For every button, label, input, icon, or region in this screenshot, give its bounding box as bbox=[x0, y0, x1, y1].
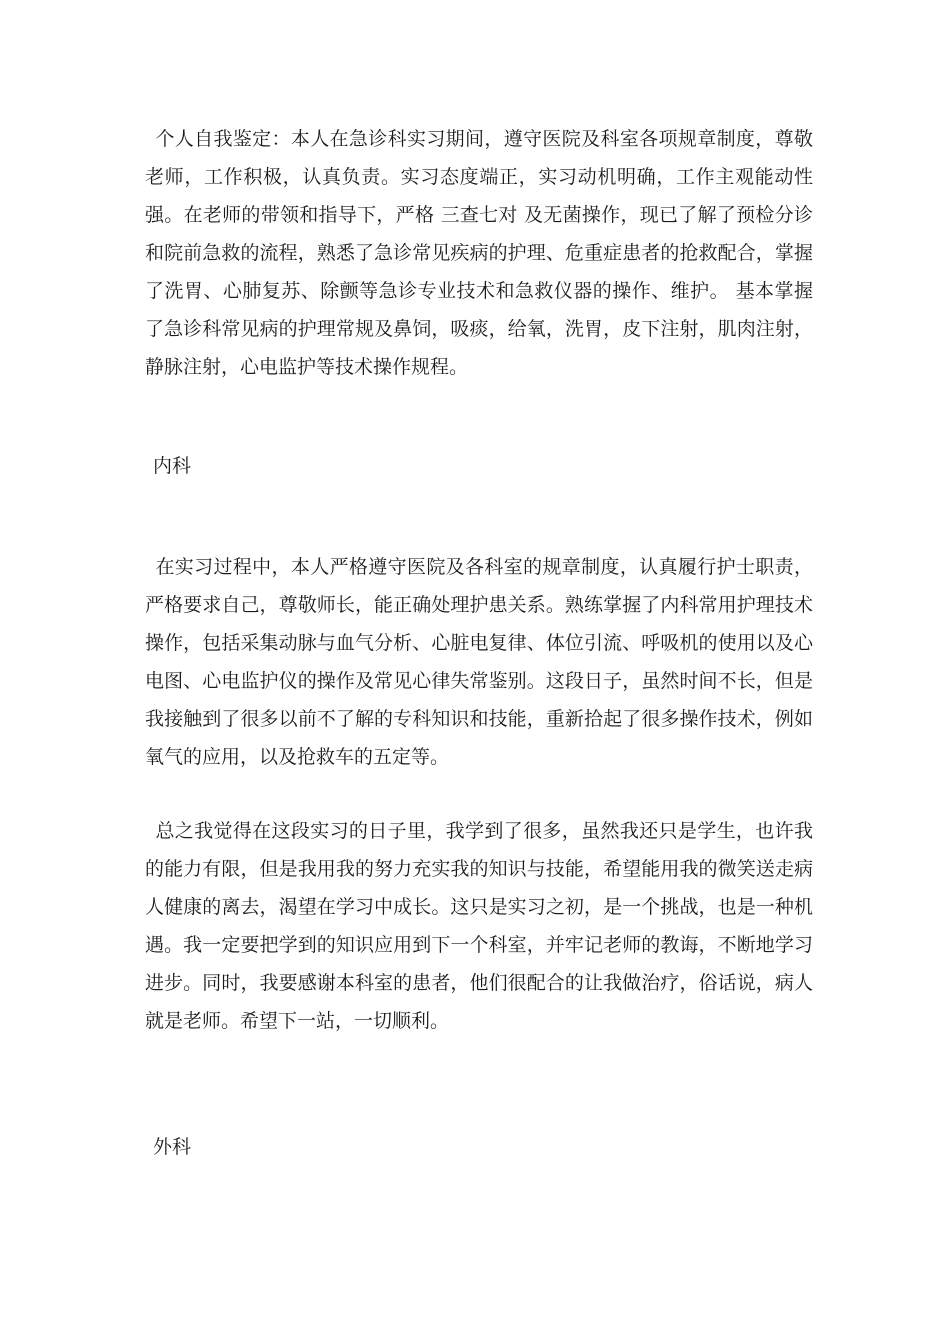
paragraph-self-assessment: 个人自我鉴定：本人在急诊科实习期间，遵守医院及科室各项规章制度，尊敬老师，工作积极，认真负责。实习态度端正，实习动机明确，工作主观能动性强。在老师的带领和指导下，严格 三查七对 及无菌操作，现已了解了预检分诊和院前急救的流程，熟悉了急诊常见疾病的护理、危重症患者的抢救配合，掌握了洗胃、心肺复苏、除颤等急诊专业技术和急救仪器的操作、维护。 基本掌握了急诊科常见病的护理常规及鼻饲，吸痰，给氧，洗胃，皮下注射，肌肉注射，静脉注射，心电监护等技术操作规程。 bbox=[145, 128, 813, 378]
heading-internal-medicine: 内科 bbox=[153, 455, 192, 477]
heading-surgery: 外科 bbox=[153, 1136, 192, 1158]
paragraph-conclusion: 总之我觉得在这段实习的日子里，我学到了很多，虽然我还只是学生，也许我的能力有限，但是我用我的努力充实我的知识与技能，希望能用我的微笑送走病人健康的离去，渴望在学习中成长。这只是实习之初，是一个挑战，也是一种机遇。我一定要把学到的知识应用到下一个科室，并牢记老师的教诲，不断地学习进步。同时，我要感谢本科室的患者，他们很配合的让我做治疗，俗话说，病人就是老师。希望下一站，一切顺利。 bbox=[145, 820, 813, 1032]
paragraph-internal-medicine: 在实习过程中，本人严格遵守医院及各科室的规章制度，认真履行护士职责，严格要求自己，尊敬师长，能正确处理护患关系。熟练掌握了内科常用护理技术操作，包括采集动脉与血气分析、心脏电复律、体位引流、呼吸机的使用以及心电图、心电监护仪的操作及常见心律失常鉴别。这段日子，虽然时间不长，但是我接触到了很多以前不了解的专科知识和技能，重新拾起了很多操作技术，例如氧气的应用，以及抢救车的五定等。 bbox=[145, 556, 813, 768]
